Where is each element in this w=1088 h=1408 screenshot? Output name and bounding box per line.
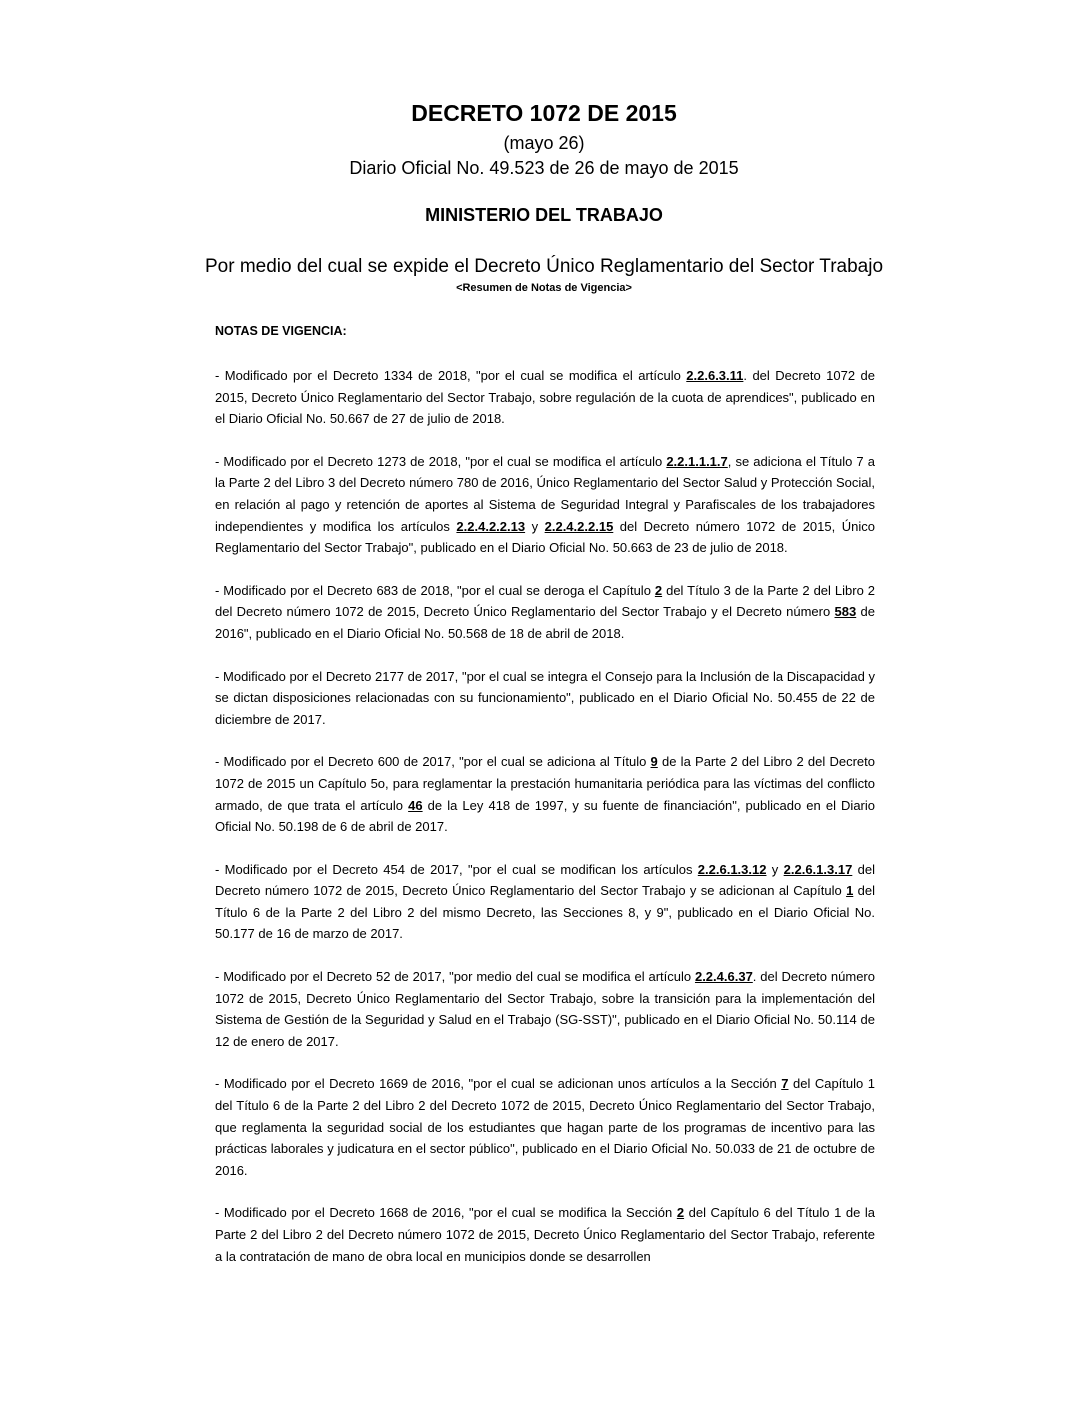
article-reference-link[interactable]: 2.2.6.1.3.17 [783,861,853,877]
notes-list [215,365,875,1267]
note-text: y [766,861,784,877]
note-text: - Modificado por el Decreto 1334 de 2018, "por el cual se modifica el artículo [215,368,687,383]
article-reference-link[interactable]: 2.2.4.2.2.15 [544,518,614,534]
article-reference-link[interactable]: 2 [676,1205,685,1221]
article-reference-link[interactable]: 2.2.4.2.2.13 [456,518,526,534]
note-text: - Modificado por el Decreto 1668 de 2016, "por el cual se modifica la Sección [215,1205,677,1221]
vigencia-note [215,451,875,559]
note-text: - Modificado por el Decreto 454 de 2017, "por el cual se modifican los artículos [215,861,698,877]
note-text: del Capítulo 1 del Título 6 de la Parte 2 del Libro 2 del Decreto 1072 de 2015, Decreto Único Reglamentario del Sector Trabajo, que reglamenta la seguridad social de los estudiantes que hagan parte de los programas de incentivo para las prácticas laborales y judicatura en el sector público", publicado en el Diario Oficial No. 50.033 de 21 de octubre de 2016. [215,1076,875,1178]
article-reference-link[interactable]: 2.2.4.6.37 [694,969,753,985]
note-text: de la Parte 2 del Libro 2 del Decreto 1072 de 2015 un Capítulo 5o, para reglamentar la prestación humanitaria periódica para las víctimas del conflicto armado, de que trata el artículo [215,754,875,813]
article-reference-link[interactable]: 583 [834,604,857,620]
note-text: - Modificado por el Decreto 1669 de 2016, "por el cual se adicionan unos artículos a la Sección [215,1076,782,1092]
note-text: del Decreto número 1072 de 2015, Único Reglamentario del Sector Trabajo", publicado en el Diario Oficial No. 50.663 de 23 de julio de 2018. [215,518,875,556]
vigencia-note [215,1073,875,1181]
note-text: , se adiciona el Título 7 a la Parte 2 del Libro 3 del Decreto número 780 de 2016, Único Reglamentario del Sector Salud y Protección Social, en relación al pago y retención de aportes al Sistema de Seguridad Integral y Parafiscales de los trabajadores independientes y modifica los artículos [215,453,875,534]
vigencia-note [215,966,875,1052]
note-text: - Modificado por el Decreto 2177 de 2017, "por el cual se integra el Consejo para la Inclusión de la Discapacidad y se dictan disposiciones relacionadas con su funcionamiento", publicado en el Diario Oficial No. 50.455 de 22 de diciembre de 2017. [215,668,875,727]
vigencia-note [215,1202,875,1267]
article-reference-link[interactable]: 2.2.1.1.1.7 [666,453,728,469]
decree-subject: Por medio del cual se expide el Decreto Único Reglamentario del Sector Trabajo [204,256,884,277]
note-text: - Modificado por el Decreto 683 de 2018, "por el cual se deroga el Capítulo [215,582,655,598]
note-text: - Modificado por el Decreto 600 de 2017, "por el cual se adiciona al Título [215,754,651,770]
article-reference-link[interactable]: 2.2.6.3.11 [686,368,744,383]
vigencia-note [215,365,875,430]
diario-oficial-reference: Diario Oficial No. 49.523 de 26 de mayo de 2015 [349,158,739,178]
article-reference-link[interactable]: 1 [846,883,854,899]
vigencia-note [215,666,875,731]
note-text: - Modificado por el Decreto 52 de 2017, "por medio del cual se modifica el artículo [215,969,695,985]
article-reference-link[interactable]: 7 [781,1076,789,1092]
note-text: de 2016", publicado en el Diario Oficial No. 50.568 de 18 de abril de 2018. [215,604,875,641]
decree-title: DECRETO 1072 DE 2015 [411,100,677,126]
vigencia-note [215,580,875,645]
note-text: del Título 3 de la Parte 2 del Libro 2 del Decreto número 1072 de 2015, Decreto Único Reglamentario del Sector Trabajo y el Decreto número [215,582,875,620]
vigencia-note [215,859,875,945]
article-reference-link[interactable]: 9 [650,754,658,770]
article-reference-link[interactable]: 2 [654,582,663,598]
note-text: de la Ley 418 de 1997, y su fuente de financiación", publicado en el Diario Oficial No. 50.198 de 6 de abril de 2017. [215,797,875,835]
article-reference-link[interactable]: 2.2.6.1.3.12 [697,861,767,877]
note-text: . del Decreto número 1072 de 2015, Decreto Único Reglamentario del Sector Trabajo, sobre la transición para la implementación del Sistema de Gestión de la Seguridad y Salud en el Trabajo (SG-SST)", publicado en el Diario Oficial No. 50.114 de 12 de enero de 2017. [215,969,875,1049]
notes-summary-link[interactable]: <Resumen de Notas de Vigencia> [456,282,632,294]
note-text: y [525,518,545,534]
notes-heading: NOTAS DE VIGENCIA: [215,324,347,338]
decree-date: (mayo 26) [503,133,585,153]
ministry-name: MINISTERIO DEL TRABAJO [425,205,663,225]
article-reference-link[interactable]: 46 [408,797,423,813]
note-text: del Decreto número 1072 de 2015, Decreto Único Reglamentario del Sector Trabajo y se adicionan al Capítulo [215,861,875,899]
note-text: - Modificado por el Decreto 1273 de 2018, "por el cual se modifica el artículo [215,453,667,469]
note-text: del Título 6 de la Parte 2 del Libro 2 del mismo Decreto, las Secciones 8, y 9", publicado en el Diario Oficial No. 50.177 de 16 de marzo de 2017. [215,883,875,942]
vigencia-note [215,751,875,837]
note-text: . del Decreto 1072 de 2015, Decreto Único Reglamentario del Sector Trabajo, sobre regulación de la cuota de aprendices", publicado en el Diario Oficial No. 50.667 de 27 de julio de 2018. [215,368,875,427]
notes-section [215,322,875,1288]
note-text: del Capítulo 6 del Título 1 de la Parte 2 del Libro 2 del Decreto número 1072 de 2015, Decreto Único Reglamentario del Sector Trabajo, referente a la contratación de mano de obra local en municipios donde se desarrollen [215,1205,876,1264]
